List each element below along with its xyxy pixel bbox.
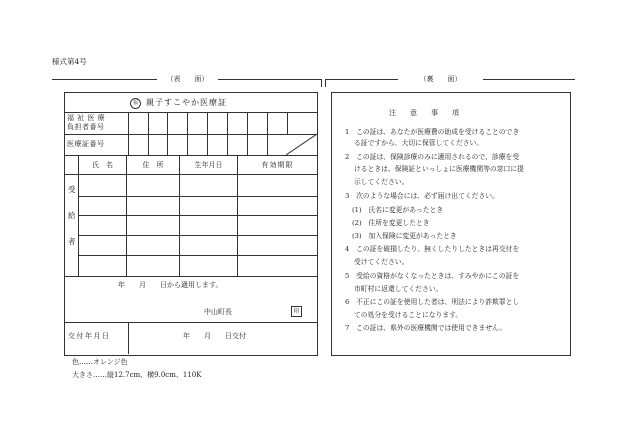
back-line-6: 3 次のような場合には、必ず届け出てください。 [345,192,499,200]
col-birthdate: 生年月日 [194,161,223,169]
back-line-11: 受けてください。 [354,258,409,266]
front-card [64,92,318,356]
issuer-name: 中山町長 [204,308,232,316]
front-heading-tick [321,79,322,87]
form-label: 様式第4号 [52,57,87,66]
back-line-14: 6 不正にこの証を使用した者は、刑法により詐欺罪とし [345,298,520,306]
col-expiry: 有効期限 [261,161,294,169]
color-note: 色……オレンジ色 [72,358,128,366]
notes-title: 注 意 事 項 [389,109,459,117]
certificate-number-label: 医療証番号 [67,140,105,148]
welfare-number-label-1: 福 祉 医 療 [67,114,106,122]
back-heading-tick [325,79,326,87]
effective-date-text: 年 月 日から適用します。 [118,281,223,289]
number-diagonal [286,134,317,155]
back-line-12: 5 受給の資格がなくなったときは、すみやかにこの証を [345,272,520,280]
welfare-number-label-2: 負担者番号 [67,123,105,131]
issuer-seal: 印 [291,306,302,317]
back-line-4: けるときは、保険証といっしょに医療機関等の窓口に提 [354,165,524,173]
issue-date-value: 年 月 日交付 [183,332,246,340]
back-line-1: 1 この証は、あなたが医療費の助成を受けることのでき [345,128,520,136]
back-line-3: 2 この証は、保険診療のみに適用されるので、診療を受 [345,153,520,161]
back-line-16: 7 この証は、県外の医療機関では使用できません。 [345,324,507,332]
back-heading: （裏 面） [419,75,462,83]
back-line-10: 4 この証を破損したり、無くしたりしたときは再交付を [345,245,520,253]
back-line-9: (3) 加入保険に変更があったとき [352,232,457,240]
back-line-15: ての処分を受けることになります。 [354,311,463,319]
col-name: 氏 名 [92,161,113,169]
size-note: 大きさ……縦12.7cm、横9.0cm、110K [72,371,202,379]
back-heading-rule-left [325,79,398,80]
recipient-label-2: 給 [68,211,76,220]
front-heading-rule-right [218,79,321,80]
front-heading: （表 面） [166,75,209,83]
back-line-13: 市町村に返還してください。 [354,285,443,293]
col-address: 住 所 [142,161,164,169]
recipient-label-3: 者 [68,237,76,246]
back-line-7: (1) 氏名に変更があったとき [352,206,444,214]
issue-date-label: 交付年月日 [68,332,111,340]
title-seal: 福 [130,98,141,109]
card-title: 親子すこやか医療証 [146,98,227,107]
back-heading-rule-right [483,79,575,80]
recipient-label-1: 受 [68,185,76,194]
front-heading-rule-left [52,79,157,80]
back-line-8: (2) 住所を変更したとき [352,219,430,227]
back-line-5: 示してください。 [354,178,409,186]
back-line-2: る証ですから、大切に保管してください。 [354,139,484,147]
